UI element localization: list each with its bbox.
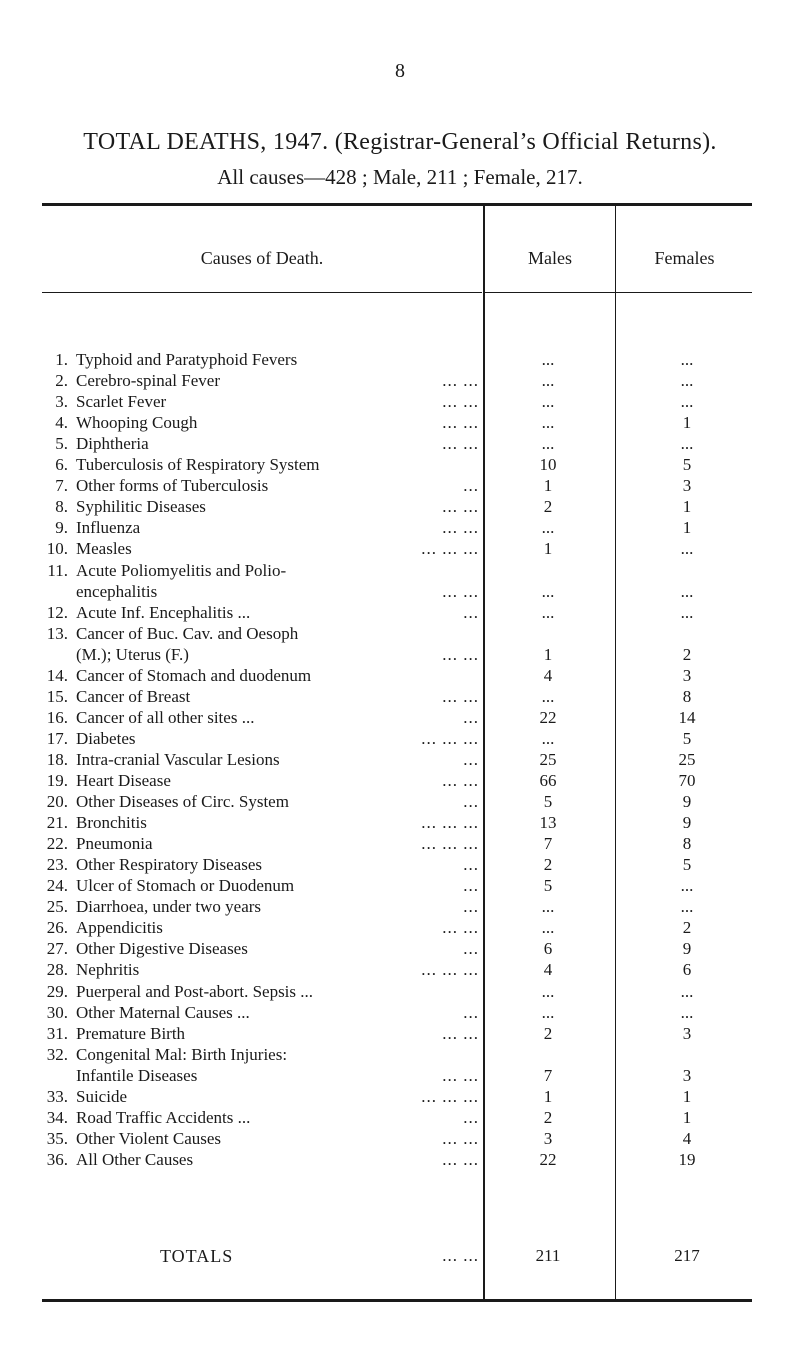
- page-title: TOTAL DEATHS, 1947. (Registrar-General’s Official Returns).: [83, 129, 717, 155]
- table-row: [0, 1044, 800, 1066]
- row-leader-dots: ... ... ...: [421, 834, 479, 853]
- row-leader-dots: ...: [463, 1108, 479, 1127]
- row-leader-dots: ... ...: [442, 392, 479, 411]
- row-females: 25: [678, 750, 696, 769]
- row-males: 3: [543, 1129, 553, 1148]
- table-row: [0, 1002, 800, 1024]
- row-females: 3: [682, 666, 692, 685]
- totals-males: 211: [535, 1246, 561, 1265]
- row-cause: Cancer of Breast: [76, 687, 191, 706]
- row-females: 2: [682, 918, 692, 937]
- row-cause: Suicide: [76, 1087, 127, 1106]
- table-row: [0, 1065, 800, 1087]
- row-females: 14: [678, 708, 696, 727]
- row-number: 13.: [46, 624, 68, 643]
- row-number: 6.: [55, 455, 68, 474]
- row-cause: Other Respiratory Diseases: [76, 855, 263, 874]
- row-number: 14.: [46, 666, 68, 685]
- row-leader-dots: ... ...: [442, 918, 479, 937]
- row-leader-dots: ... ...: [442, 582, 479, 601]
- row-leader-dots: ... ...: [442, 771, 479, 790]
- row-females: 9: [682, 939, 692, 958]
- row-males: 4: [543, 666, 553, 685]
- row-females: 4: [682, 1129, 692, 1148]
- row-number: 33.: [46, 1087, 68, 1106]
- row-number: 36.: [46, 1150, 68, 1169]
- row-males: ...: [541, 918, 555, 937]
- row-females: 3: [682, 1066, 692, 1085]
- row-leader-dots: ...: [463, 897, 479, 916]
- row-number: 29.: [46, 982, 68, 1001]
- row-females: 1: [682, 518, 692, 537]
- row-males: 1: [543, 476, 553, 495]
- row-males: 66: [539, 771, 557, 790]
- row-males: 1: [543, 1087, 553, 1106]
- row-females: 1: [682, 1108, 692, 1127]
- row-females: ...: [680, 982, 694, 1001]
- totals-leader-dots: ... ...: [442, 1246, 479, 1265]
- table-row: [0, 1149, 800, 1171]
- row-number: 23.: [46, 855, 68, 874]
- table-row: [0, 686, 800, 708]
- row-males: 1: [543, 539, 553, 558]
- row-cause: Whooping Cough: [76, 413, 198, 432]
- row-females: ...: [680, 897, 694, 916]
- row-cause: Intra-cranial Vascular Lesions: [76, 750, 280, 769]
- row-number: 30.: [46, 1003, 68, 1022]
- table-row: [0, 812, 800, 834]
- row-males: ...: [541, 350, 555, 369]
- row-number: 34.: [46, 1108, 68, 1127]
- row-females: 6: [682, 960, 692, 979]
- row-males: ...: [541, 729, 555, 748]
- row-number: 9.: [55, 518, 68, 537]
- row-cause: Premature Birth: [76, 1024, 186, 1043]
- table-row: [0, 475, 800, 497]
- row-number: 28.: [46, 960, 68, 979]
- row-leader-dots: ... ...: [442, 1129, 479, 1148]
- row-leader-dots: ... ...: [442, 645, 479, 664]
- row-males: ...: [541, 603, 555, 622]
- row-males: ...: [541, 897, 555, 916]
- table-row: [0, 728, 800, 750]
- header-causes: Causes of Death.: [200, 248, 324, 268]
- row-cause: Tuberculosis of Respiratory System: [76, 455, 320, 474]
- row-number: 4.: [55, 413, 68, 432]
- row-number: 2.: [55, 371, 68, 390]
- row-cause: Diphtheria: [76, 434, 149, 453]
- row-females: 8: [682, 834, 692, 853]
- row-leader-dots: ...: [463, 750, 479, 769]
- row-cause: Heart Disease: [76, 771, 171, 790]
- row-number: 25.: [46, 897, 68, 916]
- table-row: [0, 854, 800, 876]
- row-cause: Other forms of Tuberculosis: [76, 476, 269, 495]
- row-cause: Congenital Mal: Birth Injuries:: [76, 1045, 288, 1064]
- row-cause: Other Diseases of Circ. System: [76, 792, 289, 811]
- table-row: [0, 560, 800, 582]
- table-row: [0, 391, 800, 413]
- row-cause: Influenza: [76, 518, 141, 537]
- row-leader-dots: ... ... ...: [421, 813, 479, 832]
- row-number: 27.: [46, 939, 68, 958]
- row-cause: Diarrhoea, under two years: [76, 897, 262, 916]
- row-males: 7: [543, 1066, 553, 1085]
- table-row: [0, 896, 800, 918]
- row-males: 2: [543, 855, 553, 874]
- row-males: 2: [543, 1024, 553, 1043]
- row-females: ...: [680, 876, 694, 895]
- table-row: [0, 1086, 800, 1108]
- row-leader-dots: ... ...: [442, 518, 479, 537]
- header-males: Males: [528, 248, 572, 268]
- row-males: 6: [543, 939, 553, 958]
- totals-label: TOTALS: [160, 1246, 234, 1266]
- row-males: 4: [543, 960, 553, 979]
- row-males: 5: [543, 876, 553, 895]
- table-row: [0, 770, 800, 792]
- row-cause: Scarlet Fever: [76, 392, 167, 411]
- row-cause: Road Traffic Accidents ...: [76, 1108, 251, 1127]
- row-number: 18.: [46, 750, 68, 769]
- row-females: 9: [682, 813, 692, 832]
- table-row: [0, 623, 800, 645]
- row-females: ...: [680, 539, 694, 558]
- page-number: 8: [395, 60, 405, 82]
- table-row: [0, 370, 800, 392]
- table-row: [0, 454, 800, 476]
- table-row: [0, 1023, 800, 1045]
- row-females: ...: [680, 350, 694, 369]
- row-leader-dots: ... ...: [442, 1024, 479, 1043]
- row-males: 5: [543, 792, 553, 811]
- row-cause: All Other Causes: [76, 1150, 194, 1169]
- row-cause: Other Maternal Causes ...: [76, 1003, 250, 1022]
- row-cause: Cancer of all other sites ...: [76, 708, 255, 727]
- row-males: ...: [541, 687, 555, 706]
- row-leader-dots: ...: [463, 855, 479, 874]
- row-females: 3: [682, 1024, 692, 1043]
- row-females: 5: [682, 455, 692, 474]
- header-rule-values: [483, 292, 752, 293]
- row-males: 22: [539, 1150, 557, 1169]
- table-row: [0, 917, 800, 939]
- row-cause: Cancer of Buc. Cav. and Oesoph: [76, 624, 299, 643]
- row-males: ...: [541, 371, 555, 390]
- table-row: [0, 833, 800, 855]
- row-males: 13: [539, 813, 557, 832]
- row-leader-dots: ...: [463, 792, 479, 811]
- row-leader-dots: ... ...: [442, 413, 479, 432]
- row-number: 17.: [46, 729, 68, 748]
- row-cause: Typhoid and Paratyphoid Fevers: [76, 350, 298, 369]
- row-cause: encephalitis: [76, 582, 158, 601]
- table-row: [0, 517, 800, 539]
- row-number: 21.: [46, 813, 68, 832]
- table-row: [0, 1128, 800, 1150]
- row-number: 1.: [55, 350, 68, 369]
- row-males: 1: [543, 645, 553, 664]
- row-leader-dots: ... ... ...: [421, 539, 479, 558]
- row-leader-dots: ...: [463, 1003, 479, 1022]
- row-number: 31.: [46, 1024, 68, 1043]
- row-females: 5: [682, 729, 692, 748]
- table-row: [0, 665, 800, 687]
- row-cause: Puerperal and Post-abort. Sepsis ...: [76, 982, 314, 1001]
- row-females: 1: [682, 413, 692, 432]
- row-cause: Syphilitic Diseases: [76, 497, 206, 516]
- table-row: [0, 981, 800, 1003]
- row-cause: Other Digestive Diseases: [76, 939, 248, 958]
- row-number: 5.: [55, 434, 68, 453]
- row-leader-dots: ... ... ...: [421, 729, 479, 748]
- row-males: ...: [541, 982, 555, 1001]
- row-leader-dots: ... ...: [442, 1150, 479, 1169]
- row-cause: (M.); Uterus (F.): [76, 645, 189, 664]
- row-leader-dots: ... ...: [442, 687, 479, 706]
- row-leader-dots: ... ... ...: [421, 960, 479, 979]
- row-males: 10: [539, 455, 557, 474]
- table-row: [0, 959, 800, 981]
- table-row: [0, 791, 800, 813]
- row-females: 2: [682, 645, 692, 664]
- row-males: ...: [541, 434, 555, 453]
- row-number: 26.: [46, 918, 68, 937]
- row-females: ...: [680, 582, 694, 601]
- row-leader-dots: ...: [463, 876, 479, 895]
- header-females: Females: [654, 248, 715, 268]
- row-cause: Nephritis: [76, 960, 140, 979]
- table-row: [0, 707, 800, 729]
- row-number: 35.: [46, 1129, 68, 1148]
- row-leader-dots: ...: [463, 708, 479, 727]
- row-number: 22.: [46, 834, 68, 853]
- row-leader-dots: ...: [463, 476, 479, 495]
- row-number: 12.: [46, 603, 68, 622]
- row-number: 20.: [46, 792, 68, 811]
- table-row: [0, 602, 800, 624]
- row-cause: Measles: [76, 539, 132, 558]
- row-leader-dots: ... ...: [442, 371, 479, 390]
- table-row: [0, 412, 800, 434]
- row-leader-dots: ...: [463, 939, 479, 958]
- row-cause: Infantile Diseases: [76, 1066, 198, 1085]
- row-number: 24.: [46, 876, 68, 895]
- row-females: ...: [680, 603, 694, 622]
- row-cause: Diabetes: [76, 729, 136, 748]
- row-females: ...: [680, 1003, 694, 1022]
- row-leader-dots: ... ... ...: [421, 1087, 479, 1106]
- row-males: 2: [543, 497, 553, 516]
- row-females: ...: [680, 434, 694, 453]
- row-males: ...: [541, 518, 555, 537]
- table-row: [0, 496, 800, 518]
- table-row: [0, 538, 800, 560]
- table-row: [0, 749, 800, 771]
- row-males: ...: [541, 413, 555, 432]
- table-row: [0, 644, 800, 666]
- row-number: 3.: [55, 392, 68, 411]
- row-females: 1: [682, 1087, 692, 1106]
- row-cause: Ulcer of Stomach or Duodenum: [76, 876, 295, 895]
- row-females: 3: [682, 476, 692, 495]
- totals-females: 217: [674, 1246, 700, 1265]
- row-cause: Pneumonia: [76, 834, 153, 853]
- row-leader-dots: ... ...: [442, 497, 479, 516]
- row-number: 10.: [46, 539, 68, 558]
- row-leader-dots: ...: [463, 603, 479, 622]
- table-top-rule: [42, 203, 752, 206]
- row-cause: Bronchitis: [76, 813, 147, 832]
- row-cause: Cerebro-spinal Fever: [76, 371, 220, 390]
- table-row: [0, 938, 800, 960]
- row-cause: Other Violent Causes: [76, 1129, 222, 1148]
- table-bottom-rule: [42, 1299, 752, 1302]
- row-cause: Cancer of Stomach and duodenum: [76, 666, 312, 685]
- row-females: ...: [680, 392, 694, 411]
- row-number: 16.: [46, 708, 68, 727]
- row-number: 19.: [46, 771, 68, 790]
- row-males: 7: [543, 834, 553, 853]
- header-rule-causes: [42, 292, 482, 293]
- row-number: 15.: [46, 687, 68, 706]
- row-cause: Acute Poliomyelitis and Polio-: [76, 561, 287, 580]
- row-number: 32.: [46, 1045, 68, 1064]
- row-males: 22: [539, 708, 557, 727]
- row-number: 11.: [47, 561, 68, 580]
- row-females: 5: [682, 855, 692, 874]
- table-row: [0, 875, 800, 897]
- row-leader-dots: ... ...: [442, 1066, 479, 1085]
- row-females: 19: [678, 1150, 696, 1169]
- row-females: 9: [682, 792, 692, 811]
- row-females: 70: [678, 771, 696, 790]
- row-males: ...: [541, 1003, 555, 1022]
- row-males: ...: [541, 392, 555, 411]
- table-row: [0, 349, 800, 371]
- row-cause: Appendicitis: [76, 918, 163, 937]
- row-females: 8: [682, 687, 692, 706]
- totals-row: [0, 1245, 800, 1267]
- table-row: [0, 581, 800, 603]
- row-females: 1: [682, 497, 692, 516]
- row-leader-dots: ... ...: [442, 434, 479, 453]
- row-cause: Acute Inf. Encephalitis ...: [76, 603, 251, 622]
- row-males: 2: [543, 1108, 553, 1127]
- row-number: 7.: [55, 476, 68, 495]
- table-row: [0, 433, 800, 455]
- table-row: [0, 1107, 800, 1129]
- row-females: ...: [680, 371, 694, 390]
- row-number: 8.: [55, 497, 68, 516]
- row-males: 25: [539, 750, 557, 769]
- page-subtitle: All causes—428 ; Male, 211 ; Female, 217.: [217, 165, 583, 189]
- row-males: ...: [541, 582, 555, 601]
